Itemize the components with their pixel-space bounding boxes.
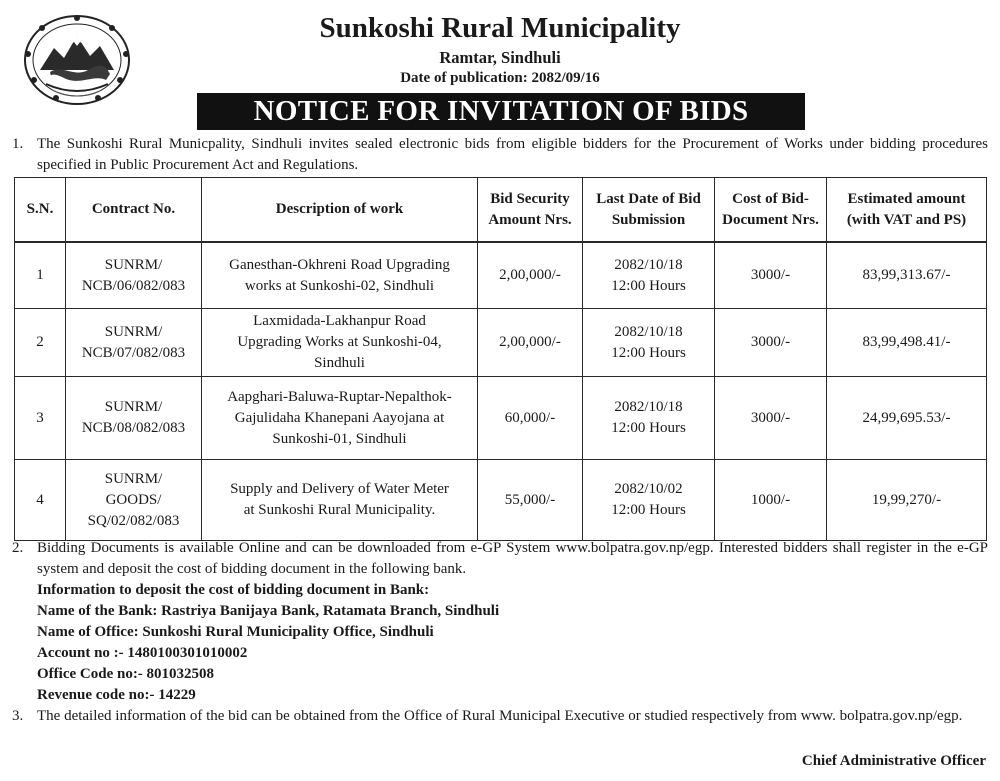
paragraph-1 — [12, 134, 988, 176]
table-row — [15, 242, 987, 309]
cell-cost: 1000/- — [715, 460, 827, 541]
municipality-emblem-icon — [22, 14, 132, 106]
cell-estimate: 19,99,270/- — [827, 460, 987, 541]
cell-date: 2082/10/02 12:00 Hours — [583, 460, 715, 541]
municipality-address: Ramtar, Sindhuli — [439, 48, 561, 67]
cell-cost: 3000/- — [715, 377, 827, 460]
table-row — [15, 377, 987, 460]
cell-security: 55,000/- — [478, 460, 583, 541]
cell-sn: 2 — [15, 309, 66, 377]
table-row — [15, 460, 987, 541]
cell-cost: 3000/- — [715, 309, 827, 377]
cell-description: Laxmidada-Lakhanpur Road Upgrading Works at Sunkoshi-04, Sindhuli — [202, 309, 478, 377]
notice-banner: NOTICE FOR INVITATION OF BIDS — [197, 93, 805, 130]
signature-title: Chief Administrative Officer — [801, 753, 986, 769]
cell-estimate: 24,99,695.53/- — [827, 377, 987, 460]
cell-security: 60,000/- — [478, 377, 583, 460]
office-name: Name of Office: Sunkoshi Rural Municipality Office, Sindhuli — [37, 624, 434, 640]
cell-security: 2,00,000/- — [478, 309, 583, 377]
header-sn: S.N. — [15, 178, 66, 243]
cell-contract: SUNRM/ NCB/08/082/083 — [66, 377, 202, 460]
revenue-code: Revenue code no:- 14229 — [37, 687, 196, 703]
bank-name: Name of the Bank: Rastriya Banijaya Bank, Ratamata Branch, Sindhuli — [37, 603, 500, 619]
municipality-title: Sunkoshi Rural Municipality — [319, 12, 681, 44]
cell-estimate: 83,99,313.67/- — [827, 242, 987, 309]
table-row — [15, 309, 987, 377]
table-header-row — [15, 178, 987, 243]
cell-contract: SUNRM/ NCB/07/082/083 — [66, 309, 202, 377]
cell-description: Aapghari-Baluwa-Ruptar-Nepalthok- Gajulidaha Khanepani Aayojana at Sunkoshi-01, Sindhuli — [202, 377, 478, 460]
paragraph-number: 3. — [12, 708, 24, 724]
header-bid-security: Bid Security Amount Nrs. — [478, 178, 583, 243]
cell-contract: SUNRM/ GOODS/ SQ/02/082/083 — [66, 460, 202, 541]
publication-date: Date of publication: 2082/09/16 — [400, 70, 600, 86]
cell-estimate: 83,99,498.41/- — [827, 309, 987, 377]
paragraph-number: 1. — [12, 136, 24, 152]
cell-cost: 3000/- — [715, 242, 827, 309]
paragraph-2 — [12, 538, 988, 580]
cell-sn: 4 — [15, 460, 66, 541]
header-contract-no: Contract No. — [66, 178, 202, 243]
paragraph-3 — [12, 706, 988, 727]
paragraph-text: Bidding Documents is available Online and can be downloaded from e-GP System www.bolpatra.gov.np/egp. Interested bidders shall register in the e-GP system and deposit the cost of bidding document in the following bank. — [37, 540, 988, 577]
account-number: Account no :- 1480100301010002 — [37, 645, 248, 661]
cell-date: 2082/10/18 12:00 Hours — [583, 377, 715, 460]
paragraph-number: 2. — [12, 540, 24, 556]
cell-date: 2082/10/18 12:00 Hours — [583, 242, 715, 309]
cell-description: Ganesthan-Okhreni Road Upgrading works at Sunkoshi-02, Sindhuli — [202, 242, 478, 309]
bank-info — [37, 580, 499, 706]
cell-sn: 1 — [15, 242, 66, 309]
cell-description: Supply and Delivery of Water Meter at Sunkoshi Rural Municipality. — [202, 460, 478, 541]
cell-contract: SUNRM/ NCB/06/082/083 — [66, 242, 202, 309]
cell-sn: 3 — [15, 377, 66, 460]
header-estimated-amount: Estimated amount (with VAT and PS) — [827, 178, 987, 243]
paragraph-text: The detailed information of the bid can be obtained from the Office of Rural Municipal Executive or studied respectively from www. bolpatra.gov.np/egp. — [37, 708, 963, 724]
bank-info-heading: Information to deposit the cost of bidding document in Bank: — [37, 582, 430, 598]
header-last-date: Last Date of Bid Submission — [583, 178, 715, 243]
header-cost: Cost of Bid-Document Nrs. — [715, 178, 827, 243]
office-code: Office Code no:- 801032508 — [37, 666, 215, 682]
cell-security: 2,00,000/- — [478, 242, 583, 309]
cell-date: 2082/10/18 12:00 Hours — [583, 309, 715, 377]
bids-table — [14, 177, 987, 541]
header-description: Description of work — [202, 178, 478, 243]
paragraph-text: The Sunkoshi Rural Municpality, Sindhuli invites sealed electronic bids from eligible bidders for the Procurement of Works under bidding procedures specified in Public Procurement Act and Regulations. — [37, 136, 988, 173]
